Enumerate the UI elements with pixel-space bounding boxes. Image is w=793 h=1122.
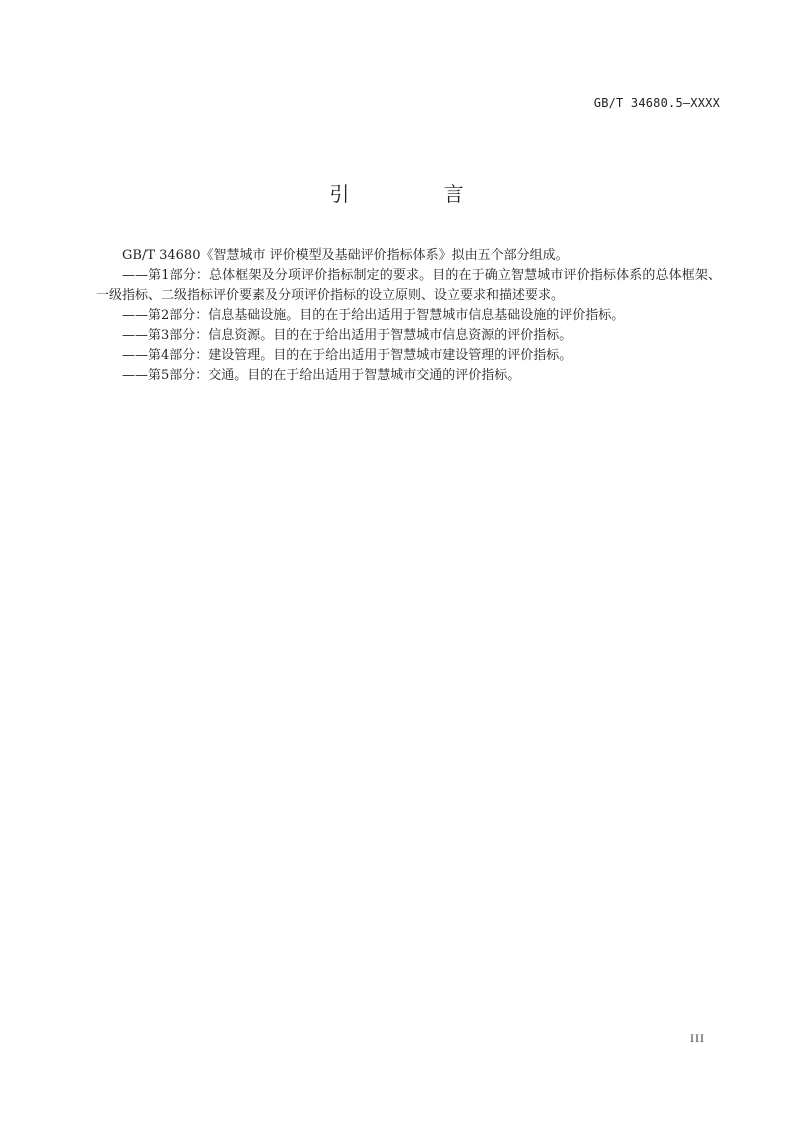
page-number: III (690, 1031, 705, 1045)
part-1-paragraph: ——第1部分：总体框架及分项评价指标制定的要求。目的在于确立智慧城市评价指标体系的总体框架、一级指标、二级指标评价要素及分项评价指标的设立原则、设立要求和描述要求。 (96, 268, 721, 303)
document-body (96, 246, 721, 386)
part-2-paragraph: ——第2部分：信息基础设施。目的在于给出适用于智慧城市信息基础设施的评价指标。 (122, 308, 625, 323)
part-4-paragraph: ——第4部分：建设管理。目的在于给出适用于智慧城市建设管理的评价指标。 (122, 348, 573, 363)
part-3-paragraph: ——第3部分：信息资源。目的在于给出适用于智慧城市信息资源的评价指标。 (122, 328, 573, 343)
standard-code-header: GB/T 34680.5—XXXX (593, 96, 720, 110)
page-title: 引 言 (329, 182, 508, 206)
intro-paragraph: GB/T 34680《智慧城市 评价模型及基础评价指标体系》拟由五个部分组成。 (122, 248, 569, 263)
part-5-paragraph: ——第5部分：交通。目的在于给出适用于智慧城市交通的评价指标。 (122, 368, 521, 383)
